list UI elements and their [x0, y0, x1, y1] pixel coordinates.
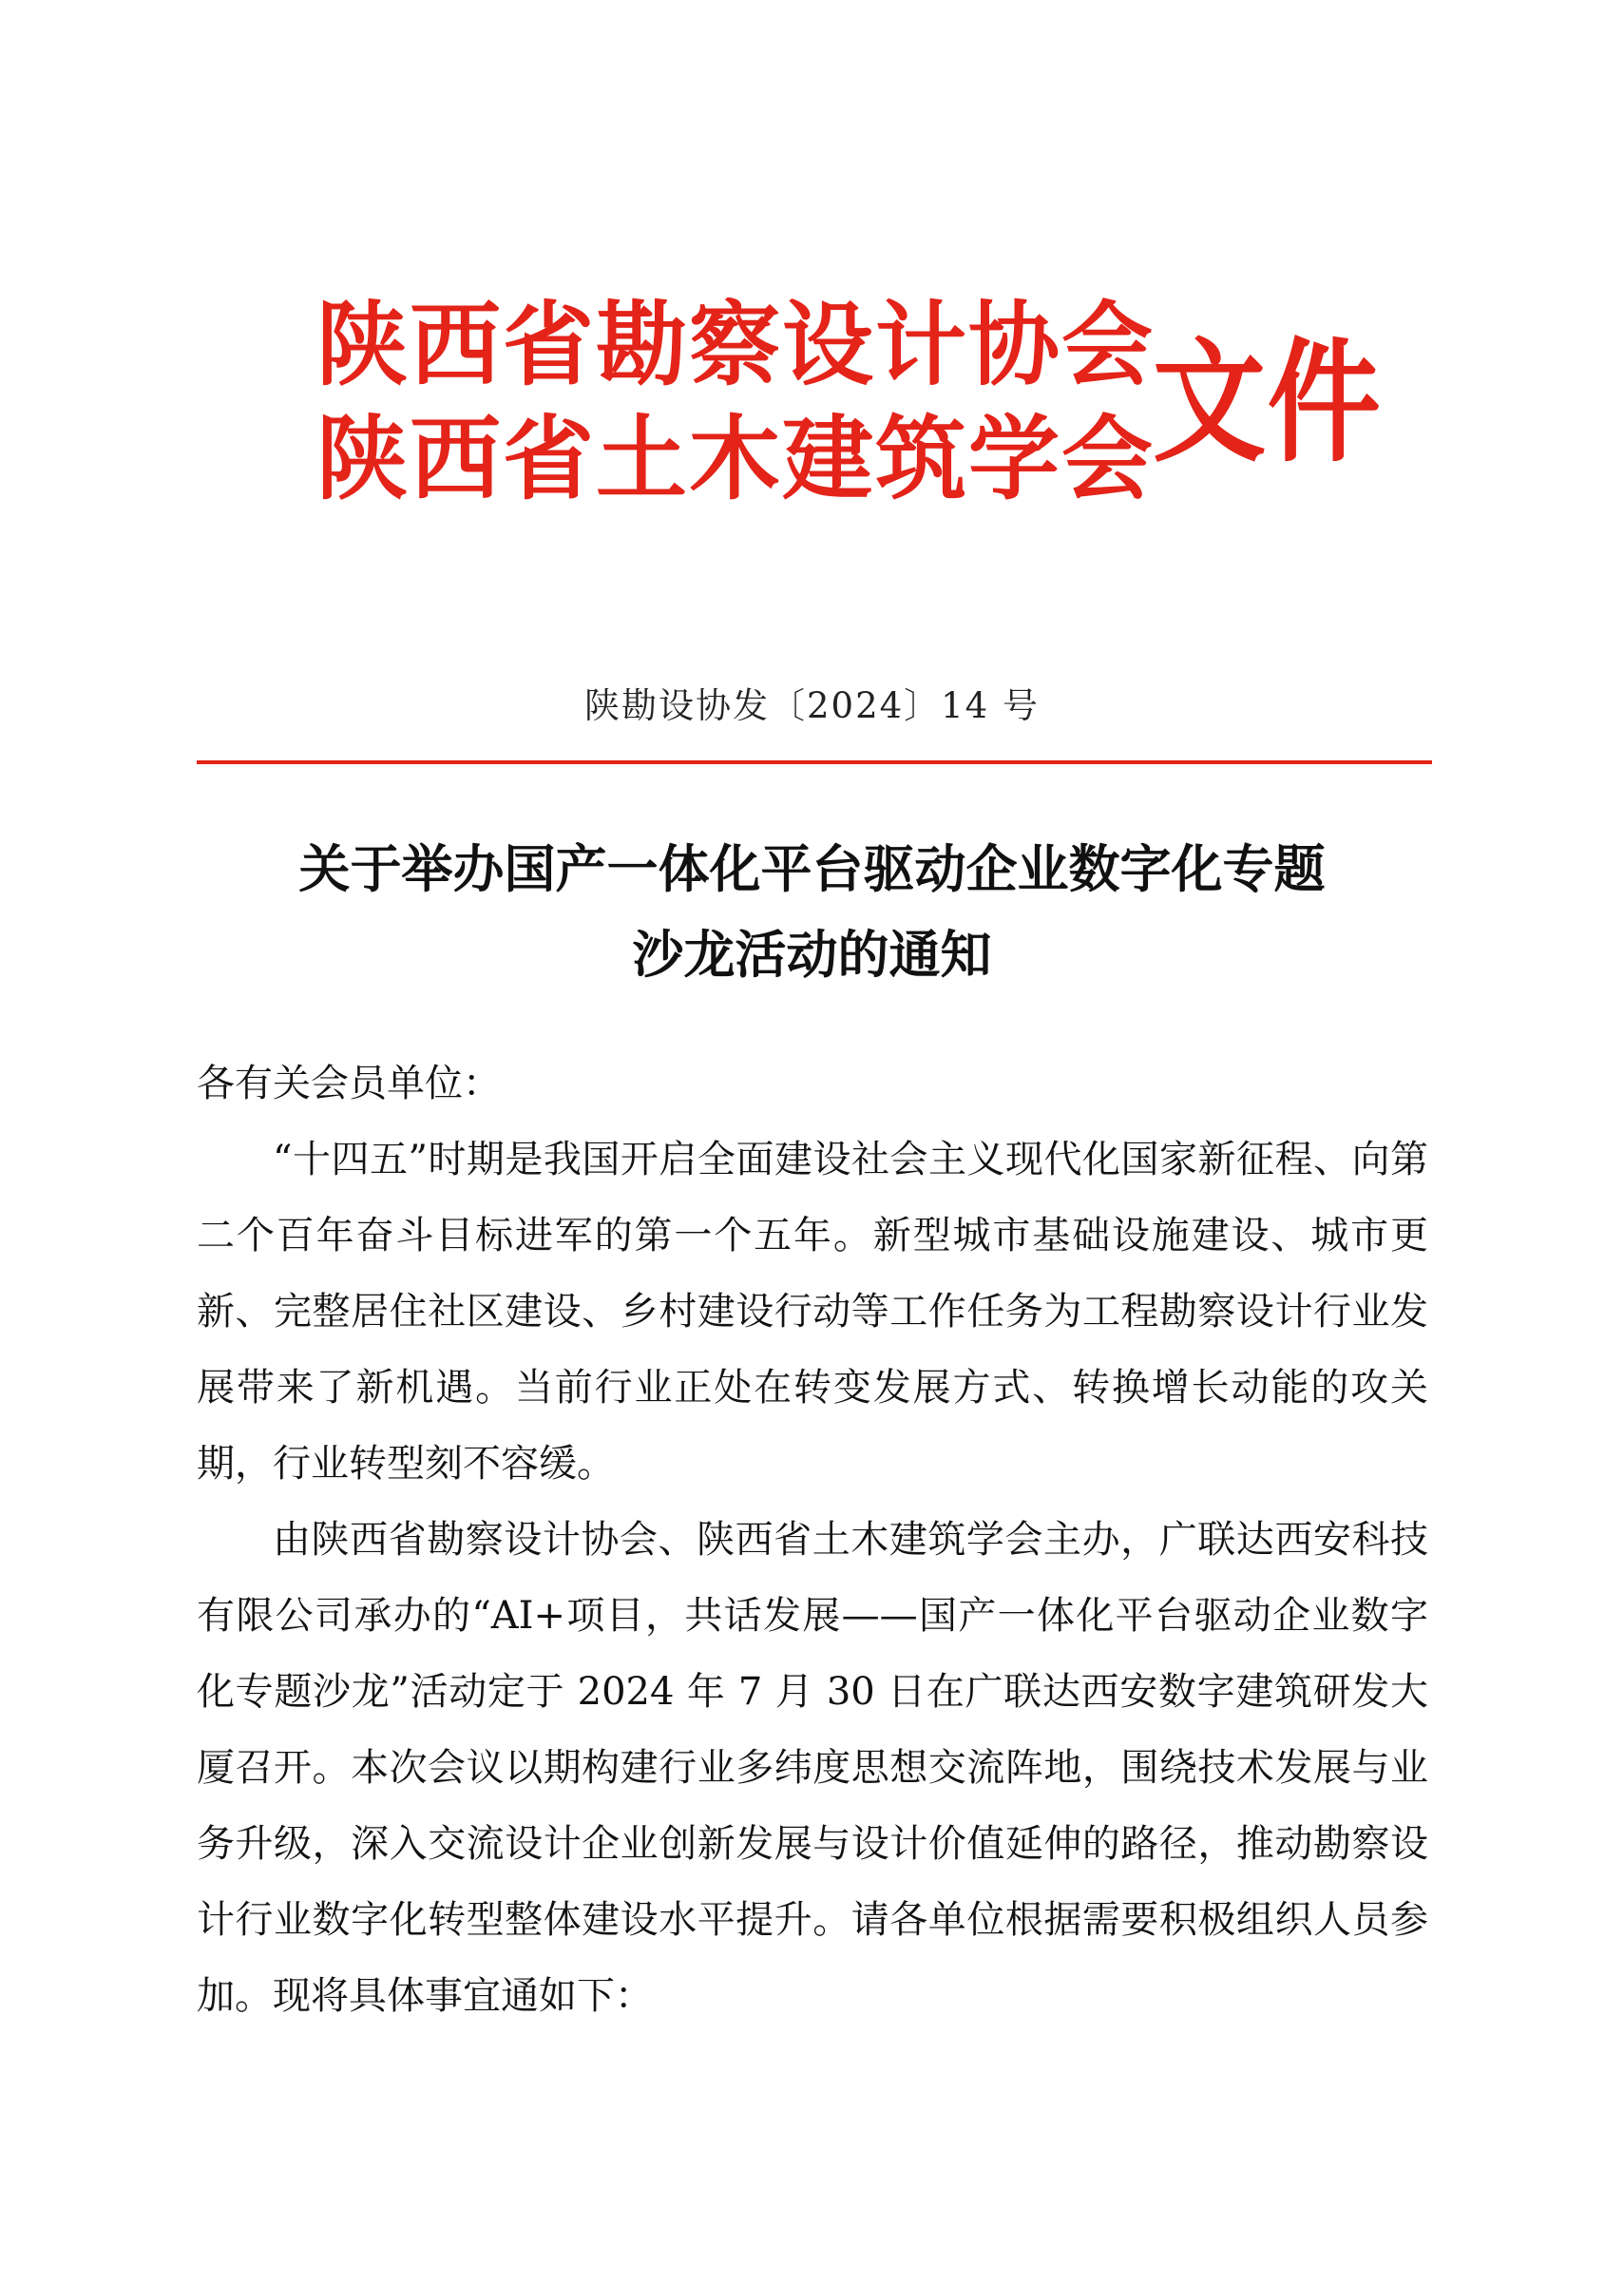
paragraph-2: 由陕西省勘察设计协会、陕西省土木建筑学会主办，广联达西安科技有限公司承办的“AI+项目，共话发展——国产一体化平台驱动企业数字化专题沙龙”活动定于 2024 年 7 月 30 日在广联达西安数字建筑研发大厦召开。本次会议以期构建行业多纬度思想交流阵地，围绕技术发展与业务升级，深入交流设计企业创新发展与设计价值延伸的路径，推动勘察设计行业数字化转型整体建设水平提升。请各单位根据需要积极组织人员参加。现将具体事宜通如下： — [197, 1518, 1428, 2018]
masthead-org-2: 陕西省土木建筑学会 — [316, 406, 1155, 512]
title-line-1: 关于举办国产一体化平台驱动企业数字化专题 — [298, 839, 1326, 899]
masthead — [316, 285, 1383, 542]
masthead-org-1: 陕西省勘察设计协会 — [316, 292, 1155, 398]
salutation: 各有关会员单位： — [197, 1062, 501, 1105]
body-content — [197, 1046, 1428, 2034]
notice-title — [0, 827, 1624, 998]
document-number: 陕勘设协发〔2024〕14 号 — [583, 685, 1040, 726]
title-line-2: 沙龙活动的通知 — [632, 925, 992, 985]
masthead-doc-word: 文件 — [1153, 326, 1383, 481]
paragraph-1: “十四五”时期是我国开启全面建设社会主义现代化国家新征程、向第二个百年奋斗目标进军的第一个五年。新型城市基础设施建设、城市更新、完整居住社区建设、乡村建设行动等工作任务为工程勘察设计行业发展带来了新机遇。当前行业正处在转变发展方式、转换增长动能的攻关期，行业转型刻不容缓。 — [197, 1138, 1428, 1486]
red-divider — [197, 760, 1432, 764]
